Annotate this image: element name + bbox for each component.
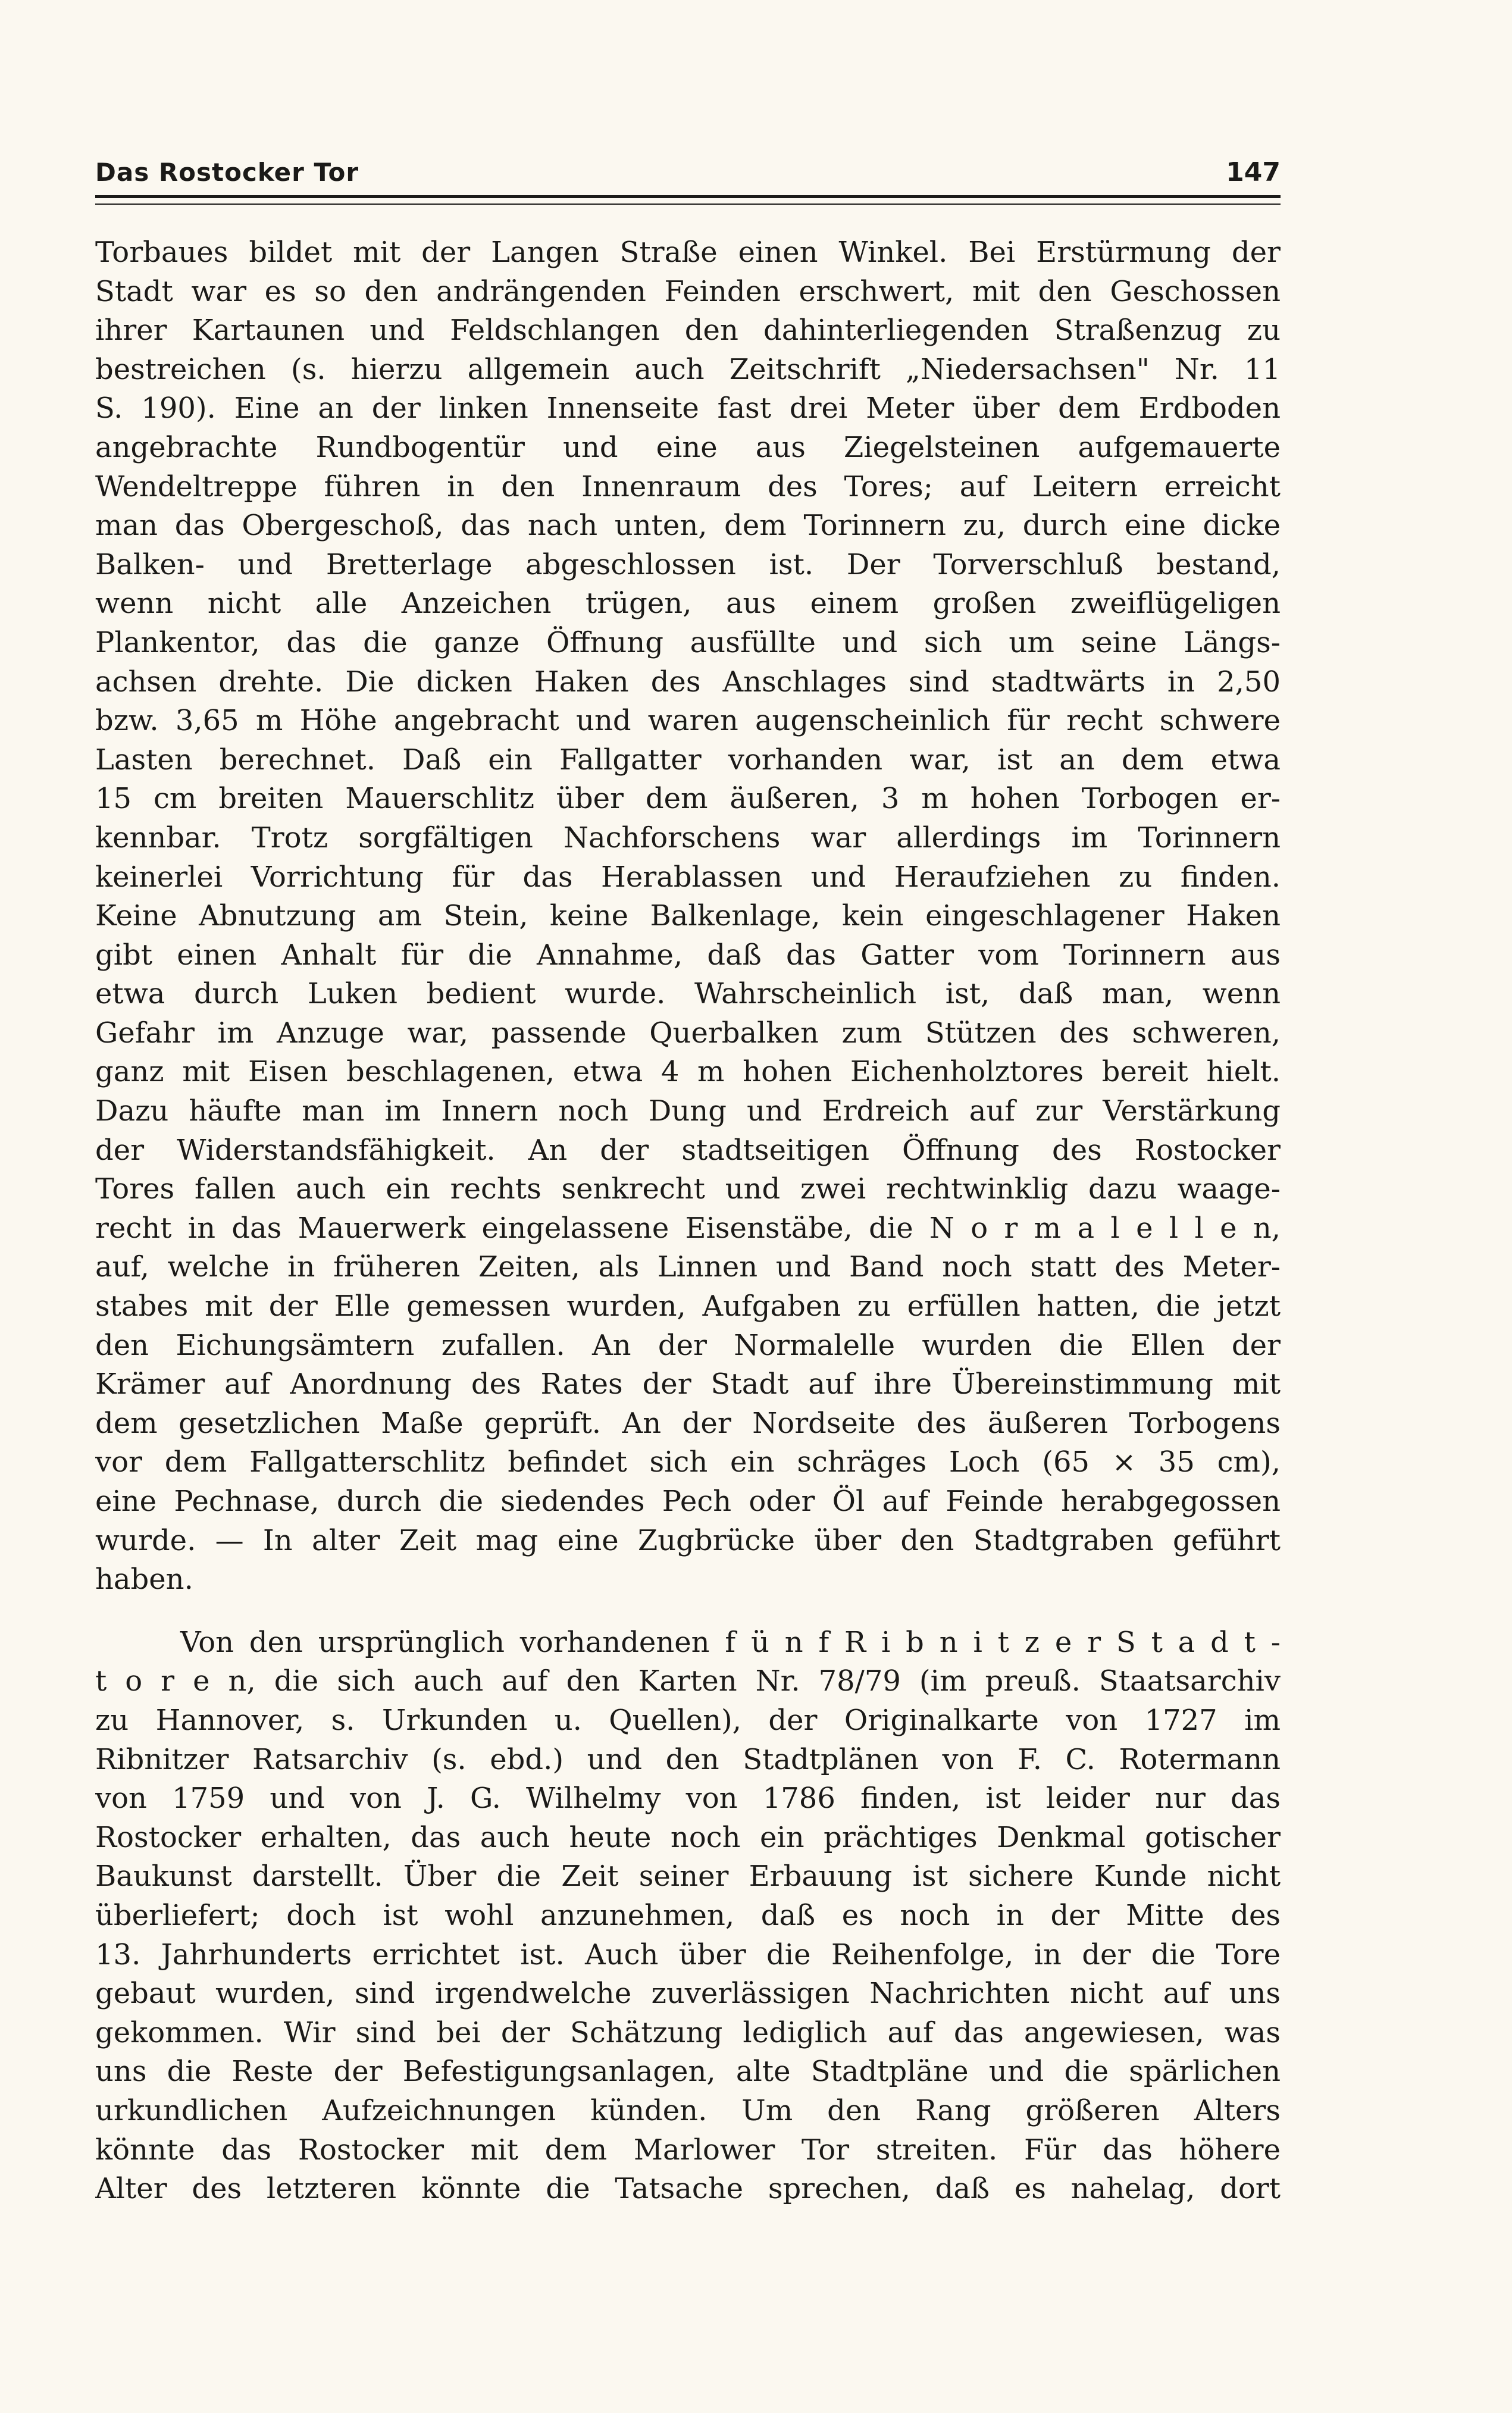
running-title: Das Rostocker Tor xyxy=(95,158,359,187)
text-line: Torbaues bildet mit der Langen Straße einen Winkel. Bei Erstürmung der xyxy=(95,236,1281,269)
text-line: Krämer auf Anordnung des Rates der Stadt auf ihre Übereinstimmung mit xyxy=(95,1367,1281,1401)
text-line: Wendeltreppe führen in den Innenraum des Tores; auf Leitern erreicht xyxy=(95,470,1281,503)
text-line: gebaut wurden, sind irgendwelche zuverlässigen Nachrichten nicht auf uns xyxy=(95,1977,1281,2011)
text-line: uns die Reste der Befestigungsanlagen, alte Stadtpläne und die spärlichen xyxy=(95,2055,1281,2089)
text-line: Plankentor, das die ganze Öffnung ausfüllte und sich um seine Längs- xyxy=(95,625,1281,659)
text-line: den Eichungsämtern zufallen. An der Normalelle wurden die Ellen der xyxy=(95,1328,1281,1362)
text-line: kennbar. Trotz sorgfältigen Nachforschens war allerdings im Torinnern xyxy=(95,821,1281,855)
body-text xyxy=(95,233,1281,2209)
text-line: bzw. 3,65 m Höhe angebracht und waren augenscheinlich für recht schwere xyxy=(95,704,1281,738)
text-line: keinerlei Vorrichtung für das Herablassen und Heraufziehen zu finden. xyxy=(95,860,1281,894)
text-line: von 1759 und von J. G. Wilhelmy von 1786 finden, ist leider nur das xyxy=(95,1782,1281,1816)
text-line: zu Hannover, s. Urkunden u. Quellen), der Originalkarte von 1727 im xyxy=(95,1703,1281,1737)
text-line: S. 190). Eine an der linken Innenseite fast drei Meter über dem Erdboden xyxy=(95,392,1281,425)
text-line: wenn nicht alle Anzeichen trügen, aus einem großen zweiflügeligen xyxy=(95,587,1281,621)
text-line: Baukunst darstellt. Über die Zeit seiner Erbauung ist sichere Kunde nicht xyxy=(95,1860,1281,1894)
text-line: Von den ursprünglich vorhandenen f ü n f R i b n i t z e r S t a d t - xyxy=(180,1625,1281,1659)
page-number: 147 xyxy=(1226,157,1281,187)
text-line: ihrer Kartaunen und Feldschlangen den dahinterliegenden Straßenzug zu xyxy=(95,314,1281,348)
text-line: Rostocker erhalten, das auch heute noch ein prächtiges Denkmal gotischer xyxy=(95,1820,1281,1854)
text-line: recht in das Mauerwerk eingelassene Eisenstäbe, die N o r m a l e l l e n, xyxy=(95,1211,1281,1245)
text-line: 13. Jahrhunderts errichtet ist. Auch über die Reihenfolge, in der die Tore xyxy=(95,1938,1281,1971)
text-line: Ribnitzer Ratsarchiv (s. ebd.) und den Stadtplänen von F. C. Rotermann xyxy=(95,1742,1281,1776)
text-line: achsen drehte. Die dicken Haken des Anschlages sind stadtwärts in 2,50 xyxy=(95,665,1281,699)
text-line: wurde. — In alter Zeit mag eine Zugbrücke über den Stadtgraben geführt xyxy=(95,1523,1281,1557)
text-line: t o r e n, die sich auch auf den Karten Nr. 78/79 (im preuß. Staatsarchiv xyxy=(95,1664,1281,1698)
text-line: eine Pechnase, durch die siedendes Pech oder Öl auf Feinde herabgegossen xyxy=(95,1485,1281,1518)
text-line: Stadt war es so den andrängenden Feinden erschwert, mit den Geschossen xyxy=(95,274,1281,308)
text-line: gekommen. Wir sind bei der Schätzung lediglich auf das angewiesen, was xyxy=(95,2015,1281,2049)
text-line: der Widerstandsfähigkeit. An der stadtseitigen Öffnung des Rostocker xyxy=(95,1133,1281,1167)
running-head xyxy=(95,156,1281,198)
text-line: Balken- und Bretterlage abgeschlossen ist. Der Torverschluß bestand, xyxy=(95,547,1281,581)
header-rule-thick xyxy=(95,195,1281,198)
text-line: Dazu häufte man im Innern noch Dung und Erdreich auf zur Verstärkung xyxy=(95,1094,1281,1128)
paragraph-gap xyxy=(95,1600,1281,1623)
text-line: 15 cm breiten Mauerschlitz über dem äußeren, 3 m hohen Torbogen er- xyxy=(95,782,1281,816)
text-line: angebrachte Rundbogentür und eine aus Ziegelsteinen aufgemauerte xyxy=(95,430,1281,464)
text-line: Keine Abnutzung am Stein, keine Balkenlage, kein eingeschlagener Haken xyxy=(95,899,1281,933)
text-line: etwa durch Luken bedient wurde. Wahrscheinlich ist, daß man, wenn xyxy=(95,977,1281,1011)
text-line: ganz mit Eisen beschlagenen, etwa 4 m hohen Eichenholztores bereit hielt. xyxy=(95,1055,1281,1089)
text-line: bestreichen (s. hierzu allgemein auch Zeitschrift „Niedersachsen" Nr. 11 xyxy=(95,352,1281,386)
text-line: Tores fallen auch ein rechts senkrecht und zwei rechtwinklig dazu waage- xyxy=(95,1172,1281,1206)
text-line: man das Obergeschoß, das nach unten, dem Torinnern zu, durch eine dicke xyxy=(95,509,1281,543)
text-line: vor dem Fallgatterschlitz befindet sich ein schräges Loch (65 × 35 cm), xyxy=(95,1445,1281,1479)
text-line: Gefahr im Anzuge war, passende Querbalken zum Stützen des schweren, xyxy=(95,1016,1281,1050)
text-line: dem gesetzlichen Maße geprüft. An der Nordseite des äußeren Torbogens xyxy=(95,1406,1281,1440)
text-line: Alter des letzteren könnte die Tatsache sprechen, daß es nahelag, dort xyxy=(95,2172,1281,2206)
text-line: urkundlichen Aufzeichnungen künden. Um den Rang größeren Alters xyxy=(95,2093,1281,2127)
text-line: Lasten berechnet. Daß ein Fallgatter vorhanden war, ist an dem etwa xyxy=(95,743,1281,777)
text-line: auf, welche in früheren Zeiten, als Linnen und Band noch statt des Meter- xyxy=(95,1250,1281,1284)
header-rule-thin xyxy=(95,204,1281,205)
text-line: könnte das Rostocker mit dem Marlower Tor streiten. Für das höhere xyxy=(95,2133,1281,2167)
text-line: überliefert; doch ist wohl anzunehmen, daß es noch in der Mitte des xyxy=(95,1898,1281,1932)
text-line: gibt einen Anhalt für die Annahme, daß das Gatter vom Torinnern aus xyxy=(95,938,1281,972)
text-line: stabes mit der Elle gemessen wurden, Aufgaben zu erfüllen hatten, die jetzt xyxy=(95,1290,1281,1323)
text-line: haben. xyxy=(95,1563,193,1597)
